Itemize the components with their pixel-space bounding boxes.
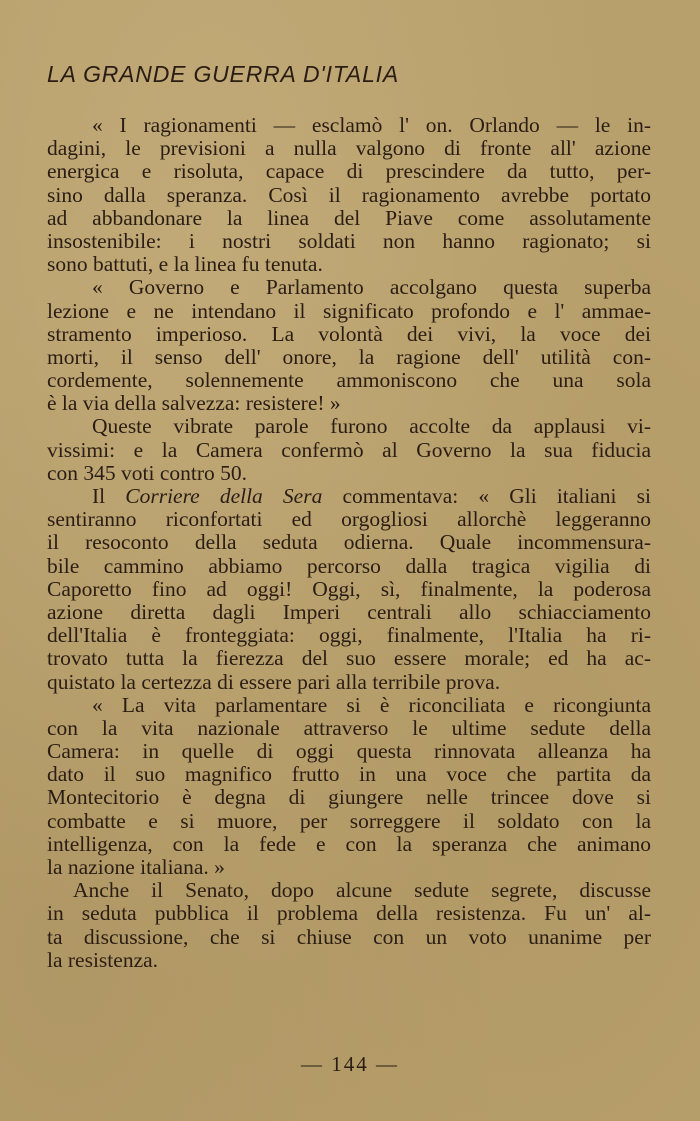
text-line: in seduta pubblica il problema della resistenza. Fu un' al- (47, 901, 651, 926)
text-line: Anche il Senato, dopo alcune sedute segrete, discusse (73, 878, 651, 903)
text-line: azione diretta dagli Imperi centrali allo schiacciamento (47, 599, 651, 624)
page-number: — 144 — (301, 1052, 399, 1076)
text-line: trovato tutta la fierezza del suo essere morale; ed ha ac- (47, 646, 651, 671)
text-line: Queste vibrate parole furono accolte da applausi vi- (92, 414, 651, 439)
text-line: ad abbandonare la linea del Piave come assolutamente (47, 205, 651, 230)
text-fragment: Il (92, 484, 126, 508)
text-line: con la vita nazionale attraverso le ultime sedute della (47, 715, 651, 740)
text-line: ta discussione, che si chiuse con un voto unanime per (47, 924, 651, 949)
text-line: dato il suo magnifico frutto in una voce che partita da (47, 762, 651, 787)
text-line: la nazione italiana. » (47, 855, 225, 879)
text-fragment (322, 484, 342, 508)
text-line: vissimi: e la Camera confermò al Governo la sua fiducia (47, 437, 651, 462)
running-head: LA GRANDE GUERRA D'ITALIA (47, 61, 399, 87)
text-line: stramento imperioso. La volontà dei vivi, la voce dei (47, 321, 651, 346)
text-line: cordemente, solennemente ammoniscono che una sola (47, 368, 651, 393)
text-line: quistato la certezza di essere pari alla terribile prova. (47, 669, 501, 694)
text-line: « La vita parlamentare si è riconciliata e ricongiunta (92, 692, 651, 717)
text-line: Caporetto fino ad oggi! Oggi, sì, finalmente, la poderosa (47, 576, 651, 601)
text-line: intelligenza, con la fede e con la speranza che animano (47, 831, 651, 856)
text-line: Montecitorio è degna di giungere nelle trincee dove si (47, 785, 651, 810)
text-line: è la via della salvezza: resistere! » (47, 391, 341, 416)
text-line: sentiranno riconfortati ed orgogliosi allorchè leggeranno (47, 507, 651, 532)
text-line: la resistenza. (47, 947, 159, 972)
text-line-with-newspaper (47, 485, 651, 508)
text-line: bile cammino abbiamo percorso dalla tragica vigilia di (47, 553, 651, 578)
text-line: dagini, le previsioni a nulla valgono di fronte all' azione (47, 136, 651, 161)
text-line: sino dalla speranza. Così il ragionamento avrebbe portato (47, 182, 651, 207)
text-line: con 345 voti contro 50. (47, 460, 248, 485)
text-line: « Governo e Parlamento accolgano questa superba (92, 275, 651, 300)
text-fragment: commentava: « Gli italiani si (342, 484, 651, 508)
text-line: Camera: in quelle di oggi questa rinnovata alleanza ha (47, 739, 651, 764)
text-line: insostenibile: i nostri soldati non hanno ragionato; si (47, 228, 651, 253)
text-line: « I ragionamenti — esclamò l' on. Orlando — le in- (92, 113, 651, 137)
text-line: il resoconto della seduta odierna. Quale incommensura- (47, 530, 651, 555)
text-line: energica e risoluta, capace di prescindere da tutto, per- (47, 159, 651, 184)
newspaper-title: Corriere della Sera (125, 484, 323, 508)
text-line: dell'Italia è fronteggiata: oggi, finalmente, l'Italia ha ri- (47, 623, 651, 648)
text-line: morti, il senso dell' onore, la ragione dell' utilità con- (47, 344, 651, 369)
body-text (47, 114, 651, 972)
text-line: sono battuti, e la linea fu tenuta. (47, 252, 323, 277)
text-line: lezione e ne intendano il significato profondo e l' ammae- (47, 298, 651, 323)
text-line: combatte e si muore, per sorreggere il soldato con la (47, 808, 651, 833)
